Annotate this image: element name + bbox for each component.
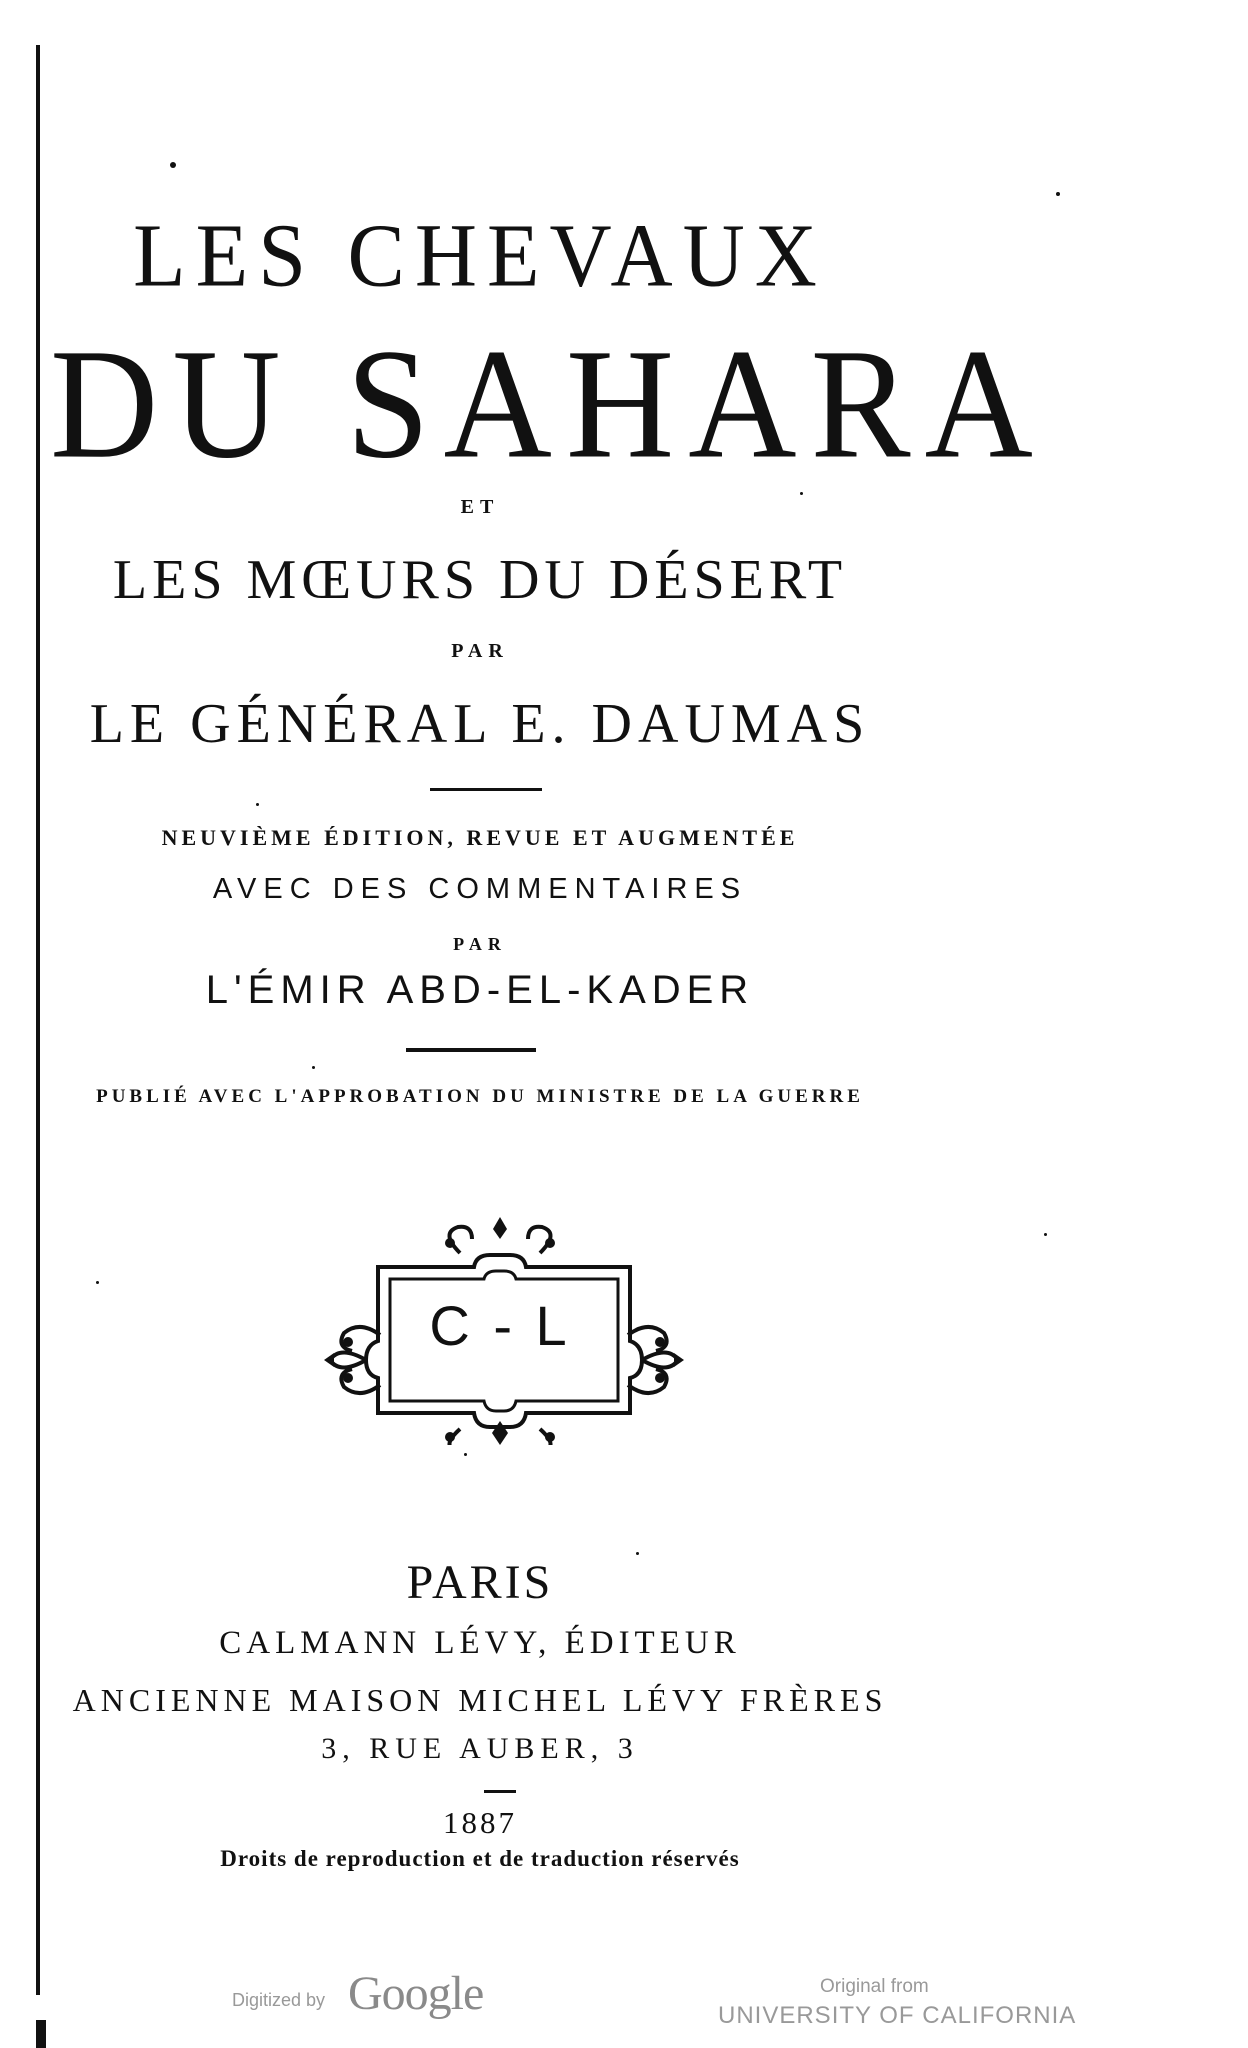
google-logo: Google: [348, 1967, 484, 2020]
title-line-2: DU SAHARA: [50, 316, 1047, 492]
approval-line: PUBLIÉ AVEC L'APPROBATION DU MINISTRE DE LA GUERRE: [96, 1086, 864, 1107]
edition-line: NEUVIÈME ÉDITION, REVUE ET AUGMENTÉE: [161, 825, 799, 850]
ink-speck: [1044, 1233, 1047, 1236]
title-conjunction: ET: [460, 496, 500, 518]
imprint-city: PARIS: [406, 1556, 554, 1609]
ink-speck: [170, 162, 176, 168]
ink-speck: [256, 803, 259, 806]
ink-speck: [96, 1281, 99, 1284]
imprint-address: 3, RUE AUBER, 3: [321, 1732, 639, 1765]
rights-notice: Droits de reproduction et de traduction réservés: [220, 1846, 740, 1871]
author-name: LE GÉNÉRAL E. DAUMAS: [89, 693, 871, 755]
commentator-name: L'ÉMIR ABD-EL-KADER: [205, 968, 755, 1012]
ink-speck: [464, 1453, 467, 1456]
ink-speck: [312, 1066, 315, 1069]
publisher-monogram: C - L: [429, 1294, 571, 1357]
imprint-publisher: CALMANN LÉVY, ÉDITEUR: [219, 1625, 741, 1661]
title-line-3: LES MŒURS DU DÉSERT: [112, 549, 848, 611]
divider-rule: [406, 1048, 536, 1052]
institution-name: UNIVERSITY OF CALIFORNIA: [718, 2002, 1077, 2029]
imprint-year: 1887: [443, 1805, 517, 1840]
commentary-line: AVEC DES COMMENTAIRES: [212, 873, 748, 905]
ink-speck: [1056, 192, 1060, 196]
original-from-label: Original from: [820, 1976, 929, 1997]
imprint-former-house: ANCIENNE MAISON MICHEL LÉVY FRÈRES: [72, 1682, 888, 1718]
binding-notch: [36, 2020, 46, 2048]
digitized-by-label: Digitized by: [232, 1990, 326, 2010]
divider-rule: [484, 1790, 516, 1793]
divider-rule: [430, 788, 542, 791]
author-by: PAR: [451, 640, 509, 662]
title-line-1: LES CHEVAUX: [133, 204, 827, 306]
commentator-by: PAR: [453, 934, 507, 954]
